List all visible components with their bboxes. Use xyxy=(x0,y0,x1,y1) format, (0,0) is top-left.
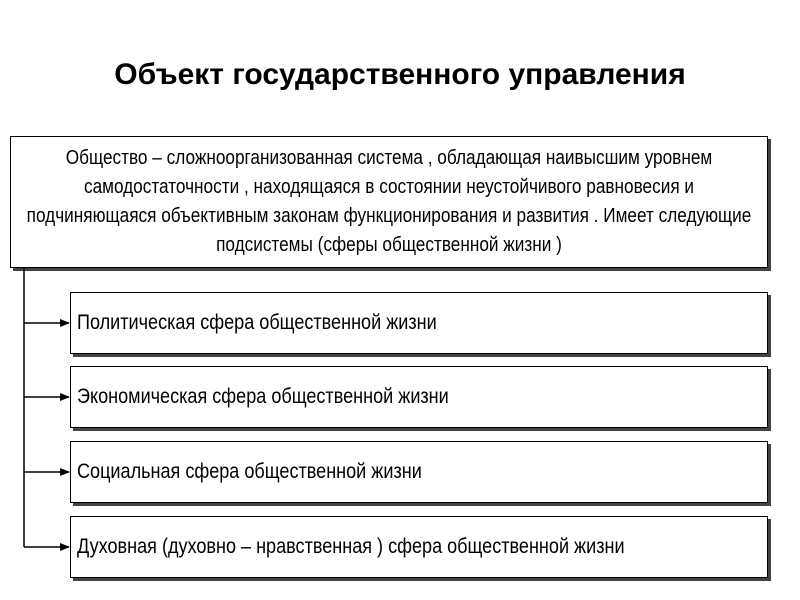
sphere-box-spiritual xyxy=(70,516,768,578)
sphere-box-political xyxy=(70,292,768,354)
page-title: Объект государственного управления xyxy=(114,58,686,91)
sphere-box-economic xyxy=(70,366,768,428)
definition-text: Общество – сложноорганизованная система , обладающая наивысшим уровнем самодостаточности , находящаяся в состоянии неустойчивого равновесия и подчиняющаяся объективным законам функционирования и развития . Имеет следующие подсистемы (сферы общественной жизни ) xyxy=(26,147,752,256)
sphere-label-spiritual: Духовная (духовно – нравственная ) сфера общественной жизни xyxy=(77,535,625,558)
sphere-box-social xyxy=(70,441,768,503)
sphere-label-political: Политическая сфера общественной жизни xyxy=(77,311,437,334)
sphere-label-economic: Экономическая сфера общественной жизни xyxy=(77,385,449,408)
sphere-label-social: Социальная сфера общественной жизни xyxy=(77,460,422,483)
definition-box xyxy=(10,136,768,268)
